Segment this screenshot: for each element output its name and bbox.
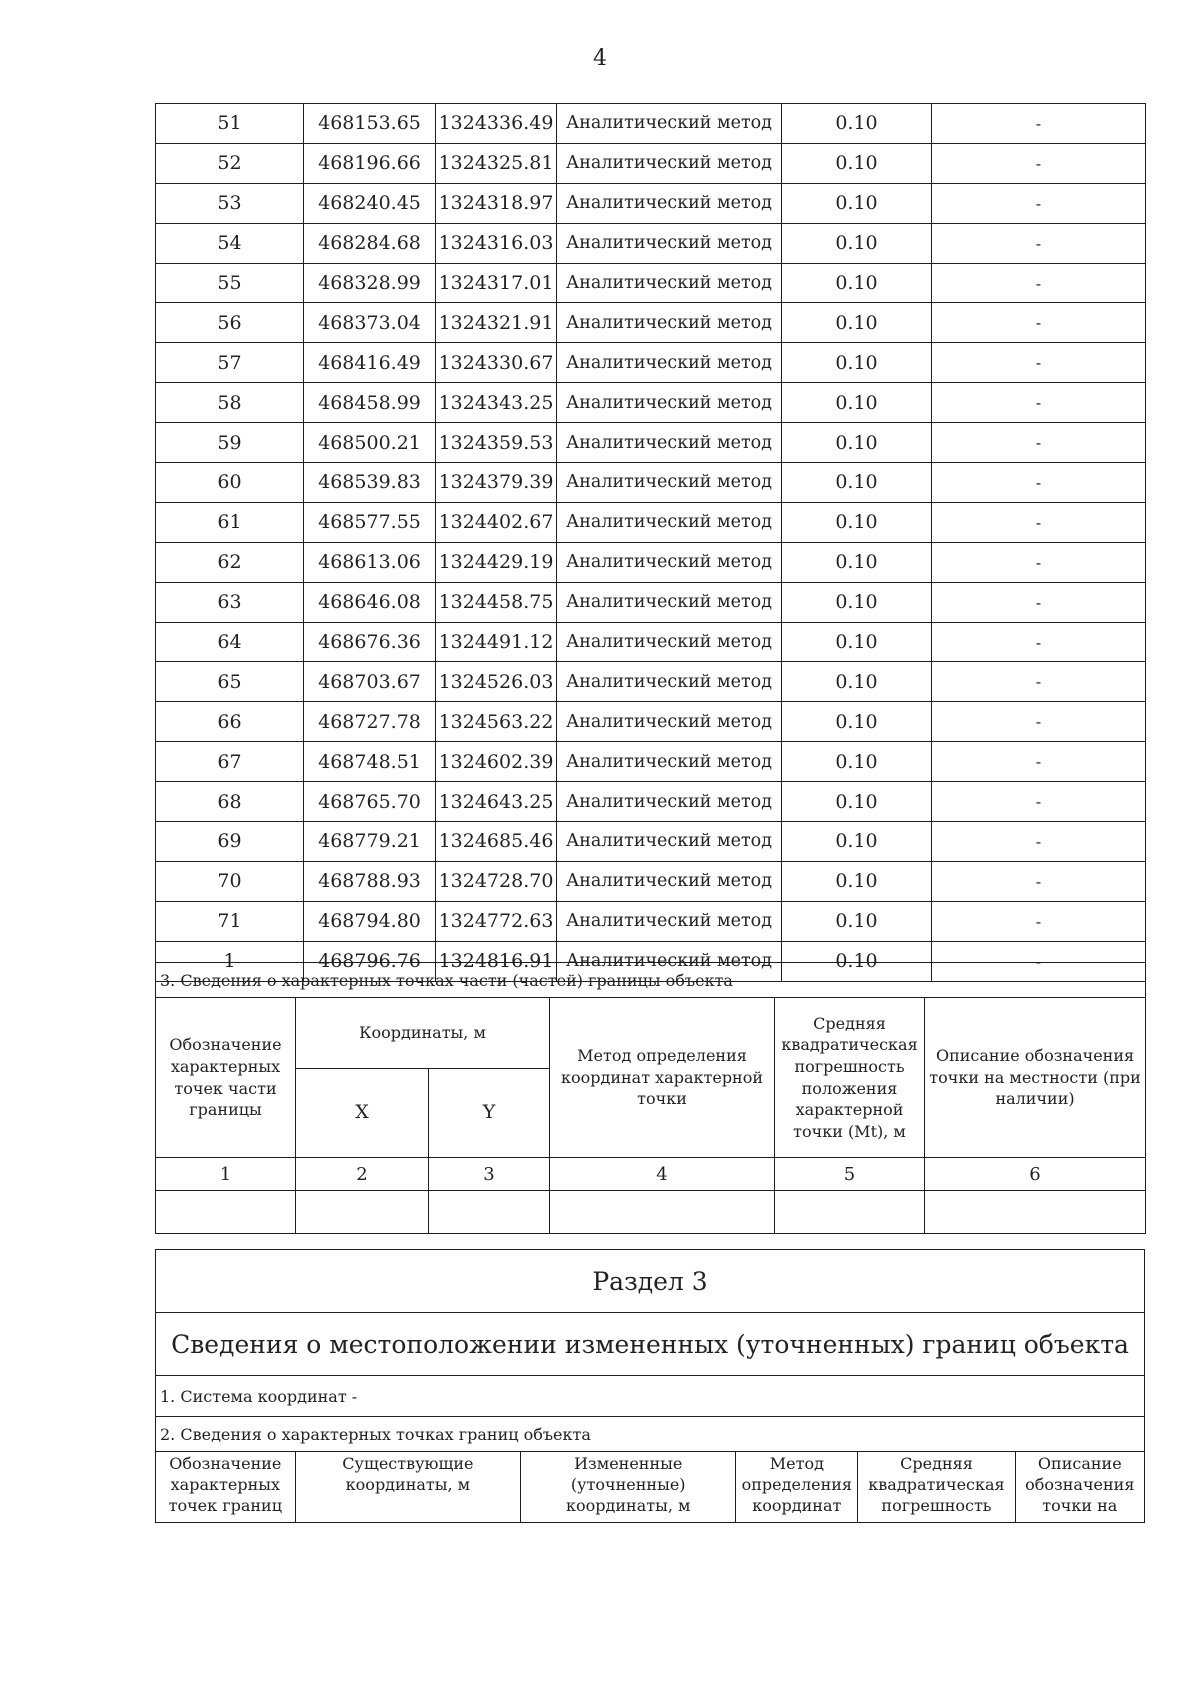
point-id: 67 — [156, 742, 304, 782]
coord-x: 468458.99 — [304, 383, 436, 423]
point-id: 71 — [156, 901, 304, 941]
description: - — [932, 542, 1146, 582]
mean-error: 0.10 — [782, 582, 932, 622]
section-subtitle: Сведения о местоположении измененных (уточненных) границ объекта — [156, 1313, 1145, 1376]
point-id: 66 — [156, 702, 304, 742]
empty-row — [156, 1191, 1146, 1234]
mean-error: 0.10 — [782, 822, 932, 862]
description: - — [932, 861, 1146, 901]
coord-y: 1324336.49 — [436, 104, 557, 144]
method: Аналитический метод — [557, 463, 782, 503]
coord-x: 468676.36 — [304, 622, 436, 662]
coord-y: 1324728.70 — [436, 861, 557, 901]
coord-y: 1324685.46 — [436, 822, 557, 862]
method: Аналитический метод — [557, 263, 782, 303]
description: - — [932, 702, 1146, 742]
table-row — [156, 822, 1146, 862]
mean-error: 0.10 — [782, 742, 932, 782]
coord-x: 468373.04 — [304, 303, 436, 343]
description: - — [932, 463, 1146, 503]
table-row — [156, 542, 1146, 582]
point-id: 54 — [156, 223, 304, 263]
method: Аналитический метод — [557, 104, 782, 144]
coord-y: 1324602.39 — [436, 742, 557, 782]
coord-x: 468748.51 — [304, 742, 436, 782]
mean-error: 0.10 — [782, 183, 932, 223]
description: - — [932, 143, 1146, 183]
coord-y: 1324325.81 — [436, 143, 557, 183]
point-id: 56 — [156, 303, 304, 343]
col-number: 3 — [429, 1158, 550, 1191]
point-id: 64 — [156, 622, 304, 662]
coord-x: 468577.55 — [304, 502, 436, 542]
description: - — [932, 941, 1146, 981]
coord-y: 1324316.03 — [436, 223, 557, 263]
method: Аналитический метод — [557, 143, 782, 183]
coord-y: 1324330.67 — [436, 343, 557, 383]
method: Аналитический метод — [557, 941, 782, 981]
mean-error: 0.10 — [782, 782, 932, 822]
mean-error: 0.10 — [782, 662, 932, 702]
mean-error: 0.10 — [782, 941, 932, 981]
col-number: 1 — [156, 1158, 296, 1191]
coord-system: 1. Система координат - — [156, 1376, 1145, 1417]
mean-error: 0.10 — [782, 423, 932, 463]
point-id: 70 — [156, 861, 304, 901]
mean-error: 0.10 — [782, 343, 932, 383]
coord-x: 468539.83 — [304, 463, 436, 503]
col-error-header: Средняя квадратическая погрешность — [858, 1452, 1015, 1523]
mean-error: 0.10 — [782, 104, 932, 144]
method: Аналитический метод — [557, 183, 782, 223]
coord-y: 1324643.25 — [436, 782, 557, 822]
table-row — [156, 861, 1146, 901]
coord-x: 468328.99 — [304, 263, 436, 303]
description: - — [932, 223, 1146, 263]
point-id: 59 — [156, 423, 304, 463]
method: Аналитический метод — [557, 782, 782, 822]
description: - — [932, 622, 1146, 662]
description: - — [932, 343, 1146, 383]
description: - — [932, 423, 1146, 463]
description: - — [932, 303, 1146, 343]
description: - — [932, 901, 1146, 941]
coord-y: 1324772.63 — [436, 901, 557, 941]
col-desc-header: Описание обозначения точки на местности (при наличии) — [925, 998, 1146, 1158]
point-id: 51 — [156, 104, 304, 144]
method: Аналитический метод — [557, 702, 782, 742]
mean-error: 0.10 — [782, 542, 932, 582]
table-row — [156, 742, 1146, 782]
col-method-header: Метод определения координат — [736, 1452, 858, 1523]
points-heading: 2. Сведения о характерных точках границ объекта — [156, 1417, 1145, 1452]
part-points-table — [155, 962, 1146, 1234]
description: - — [932, 183, 1146, 223]
method: Аналитический метод — [557, 742, 782, 782]
method: Аналитический метод — [557, 622, 782, 662]
method: Аналитический метод — [557, 343, 782, 383]
description: - — [932, 502, 1146, 542]
col-coords-header: Координаты, м — [296, 998, 550, 1069]
table-row — [156, 463, 1146, 503]
mean-error: 0.10 — [782, 263, 932, 303]
point-id: 58 — [156, 383, 304, 423]
point-id: 53 — [156, 183, 304, 223]
mean-error: 0.10 — [782, 143, 932, 183]
method: Аналитический метод — [557, 582, 782, 622]
point-id: 52 — [156, 143, 304, 183]
points-table — [155, 103, 1146, 982]
point-id: 60 — [156, 463, 304, 503]
coord-x: 468240.45 — [304, 183, 436, 223]
page-number: 4 — [593, 46, 607, 71]
coord-x: 468788.93 — [304, 861, 436, 901]
table-row — [156, 502, 1146, 542]
table-row — [156, 782, 1146, 822]
table-row — [156, 702, 1146, 742]
col-designation-header: Обозначение характерных точек части границы — [156, 998, 296, 1158]
coord-y: 1324563.22 — [436, 702, 557, 742]
coord-y: 1324526.03 — [436, 662, 557, 702]
mean-error: 0.10 — [782, 383, 932, 423]
point-id: 65 — [156, 662, 304, 702]
coord-y: 1324359.53 — [436, 423, 557, 463]
coord-x: 468646.08 — [304, 582, 436, 622]
section3-table — [155, 1249, 1145, 1523]
mean-error: 0.10 — [782, 223, 932, 263]
table-row — [156, 223, 1146, 263]
method: Аналитический метод — [557, 861, 782, 901]
point-id: 62 — [156, 542, 304, 582]
method: Аналитический метод — [557, 423, 782, 463]
coord-x: 468613.06 — [304, 542, 436, 582]
coord-y: 1324317.01 — [436, 263, 557, 303]
coord-x: 468794.80 — [304, 901, 436, 941]
col-changed-header: Измененные (уточненные) координаты, м — [521, 1452, 736, 1523]
method: Аналитический метод — [557, 662, 782, 702]
mean-error: 0.10 — [782, 502, 932, 542]
coord-x: 468196.66 — [304, 143, 436, 183]
coord-y: 1324402.67 — [436, 502, 557, 542]
table-row — [156, 383, 1146, 423]
table-row — [156, 662, 1146, 702]
description: - — [932, 822, 1146, 862]
description: - — [932, 263, 1146, 303]
mean-error: 0.10 — [782, 463, 932, 503]
table-row — [156, 343, 1146, 383]
coord-y: 1324491.12 — [436, 622, 557, 662]
col-desc-header: Описание обозначения точки на — [1015, 1452, 1144, 1523]
mean-error: 0.10 — [782, 702, 932, 742]
point-id: 69 — [156, 822, 304, 862]
coord-x: 468703.67 — [304, 662, 436, 702]
description: - — [932, 582, 1146, 622]
coord-y: 1324318.97 — [436, 183, 557, 223]
method: Аналитический метод — [557, 383, 782, 423]
method: Аналитический метод — [557, 542, 782, 582]
table-row — [156, 303, 1146, 343]
point-id: 55 — [156, 263, 304, 303]
section-title: Раздел 3 — [156, 1250, 1145, 1313]
mean-error: 0.10 — [782, 861, 932, 901]
part-points-heading: 3. Сведения о характерных точках части (частей) границы объекта — [156, 963, 1146, 998]
description: - — [932, 782, 1146, 822]
col-number: 5 — [775, 1158, 925, 1191]
col-designation-header: Обозначение характерных точек границ — [156, 1452, 296, 1523]
col-number: 6 — [925, 1158, 1146, 1191]
col-number: 4 — [550, 1158, 775, 1191]
coord-y: 1324458.75 — [436, 582, 557, 622]
method: Аналитический метод — [557, 223, 782, 263]
col-number: 2 — [296, 1158, 429, 1191]
table-row — [156, 622, 1146, 662]
description: - — [932, 383, 1146, 423]
table-row — [156, 582, 1146, 622]
table-row — [156, 263, 1146, 303]
table-row — [156, 901, 1146, 941]
coord-y: 1324429.19 — [436, 542, 557, 582]
col-x-header: X — [296, 1069, 429, 1158]
table-row — [156, 423, 1146, 463]
description: - — [932, 662, 1146, 702]
col-y-header: Y — [429, 1069, 550, 1158]
method: Аналитический метод — [557, 502, 782, 542]
coord-x: 468284.68 — [304, 223, 436, 263]
coord-x: 468500.21 — [304, 423, 436, 463]
coord-y: 1324343.25 — [436, 383, 557, 423]
coord-y: 1324816.91 — [436, 941, 557, 981]
table-row — [156, 104, 1146, 144]
point-id: 68 — [156, 782, 304, 822]
point-id: 61 — [156, 502, 304, 542]
table-row — [156, 183, 1146, 223]
col-method-header: Метод определения координат характерной точки — [550, 998, 775, 1158]
method: Аналитический метод — [557, 303, 782, 343]
coord-y: 1324321.91 — [436, 303, 557, 343]
coord-x: 468765.70 — [304, 782, 436, 822]
coord-y: 1324379.39 — [436, 463, 557, 503]
method: Аналитический метод — [557, 901, 782, 941]
coord-x: 468796.76 — [304, 941, 436, 981]
col-existing-header: Существующие координаты, м — [295, 1452, 521, 1523]
coord-x: 468416.49 — [304, 343, 436, 383]
table-row — [156, 143, 1146, 183]
coord-x: 468727.78 — [304, 702, 436, 742]
description: - — [932, 742, 1146, 782]
col-error-header: Средняя квадратическая погрешность положения характерной точки (Mt), м — [775, 998, 925, 1158]
mean-error: 0.10 — [782, 303, 932, 343]
coord-x: 468153.65 — [304, 104, 436, 144]
method: Аналитический метод — [557, 822, 782, 862]
point-id: 63 — [156, 582, 304, 622]
point-id: 57 — [156, 343, 304, 383]
mean-error: 0.10 — [782, 622, 932, 662]
description: - — [932, 104, 1146, 144]
mean-error: 0.10 — [782, 901, 932, 941]
coord-x: 468779.21 — [304, 822, 436, 862]
point-id: 1 — [156, 941, 304, 981]
